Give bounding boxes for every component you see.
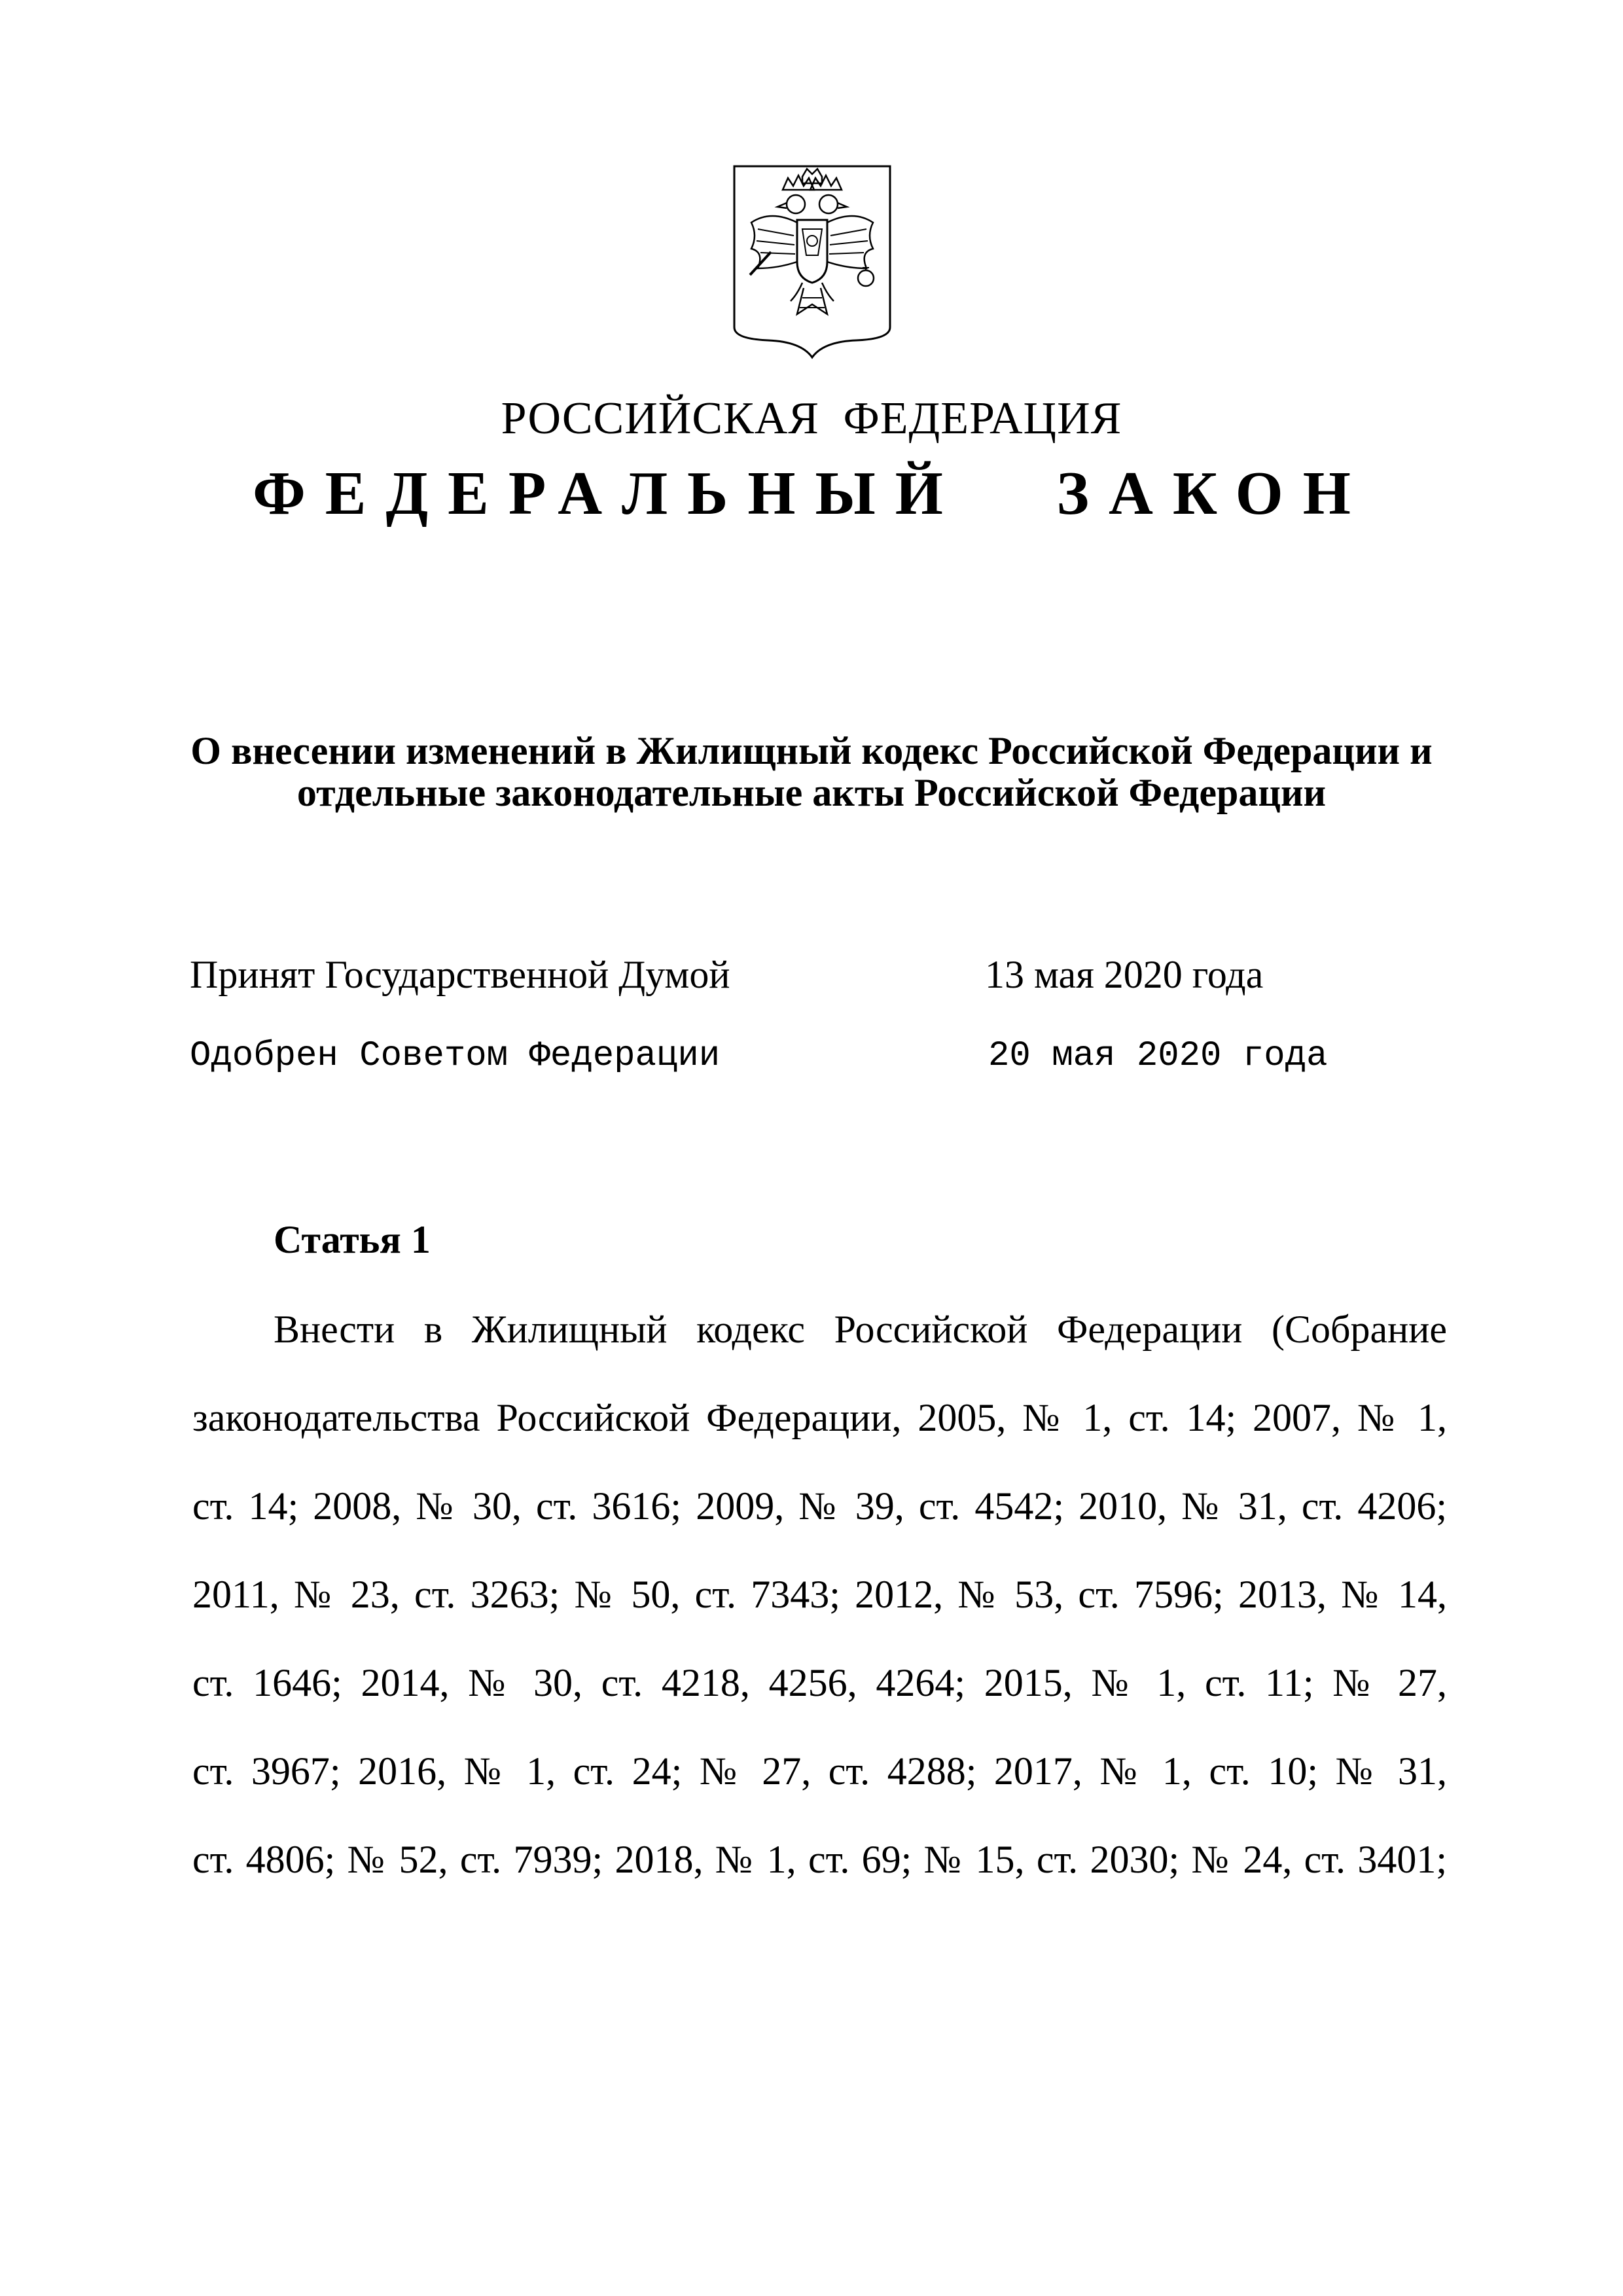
article-heading: Статья 1 — [274, 1218, 431, 1261]
article-text-line: 2011, № 23, ст. 3263; № 50, ст. 7343; 2012, № 53, ст. 7596; 2013, № 14, — [192, 1573, 1447, 1616]
document-type: ФЕДЕРАЛЬНЫЙ ЗАКОН — [253, 459, 1370, 528]
coat-of-arms-icon — [732, 164, 893, 360]
duma-adoption-date: 13 мая 2020 года — [985, 953, 1264, 996]
article-text-line: законодательства Российской Федерации, 2005, № 1, ст. 14; 2007, № 1, — [192, 1396, 1447, 1439]
article-text-line: ст. 1646; 2014, № 30, ст. 4218, 4256, 4264; 2015, № 1, ст. 11; № 27, — [192, 1661, 1447, 1704]
article-text-line: ст. 3967; 2016, № 1, ст. 24; № 27, ст. 4288; 2017, № 1, ст. 10; № 31, — [192, 1749, 1447, 1793]
law-title-line-1: О внесении изменений в Жилищный кодекс Российской Федерации и — [190, 729, 1433, 772]
law-title-line-2: отдельные законодательные акты Российской Федерации — [296, 771, 1327, 814]
article-text-line: ст. 14; 2008, № 30, ст. 3616; 2009, № 39, ст. 4542; 2010, № 31, ст. 4206; — [192, 1484, 1447, 1528]
council-approval-date: 20 мая 2020 года — [988, 1036, 1328, 1076]
law-title — [131, 730, 1492, 814]
duma-adoption-label: Принят Государственной Думой — [190, 953, 730, 996]
article-text-line: ст. 4806; № 52, ст. 7939; 2018, № 1, ст. 69; № 15, ст. 2030; № 24, ст. 3401; — [192, 1838, 1447, 1881]
country-name: РОССИЙСКАЯ ФЕДЕРАЦИЯ — [501, 393, 1122, 444]
article-text-line: Внести в Жилищный кодекс Российской Федерации (Собрание — [274, 1308, 1447, 1351]
council-approval-label: Одобрен Советом Федерации — [190, 1036, 721, 1076]
